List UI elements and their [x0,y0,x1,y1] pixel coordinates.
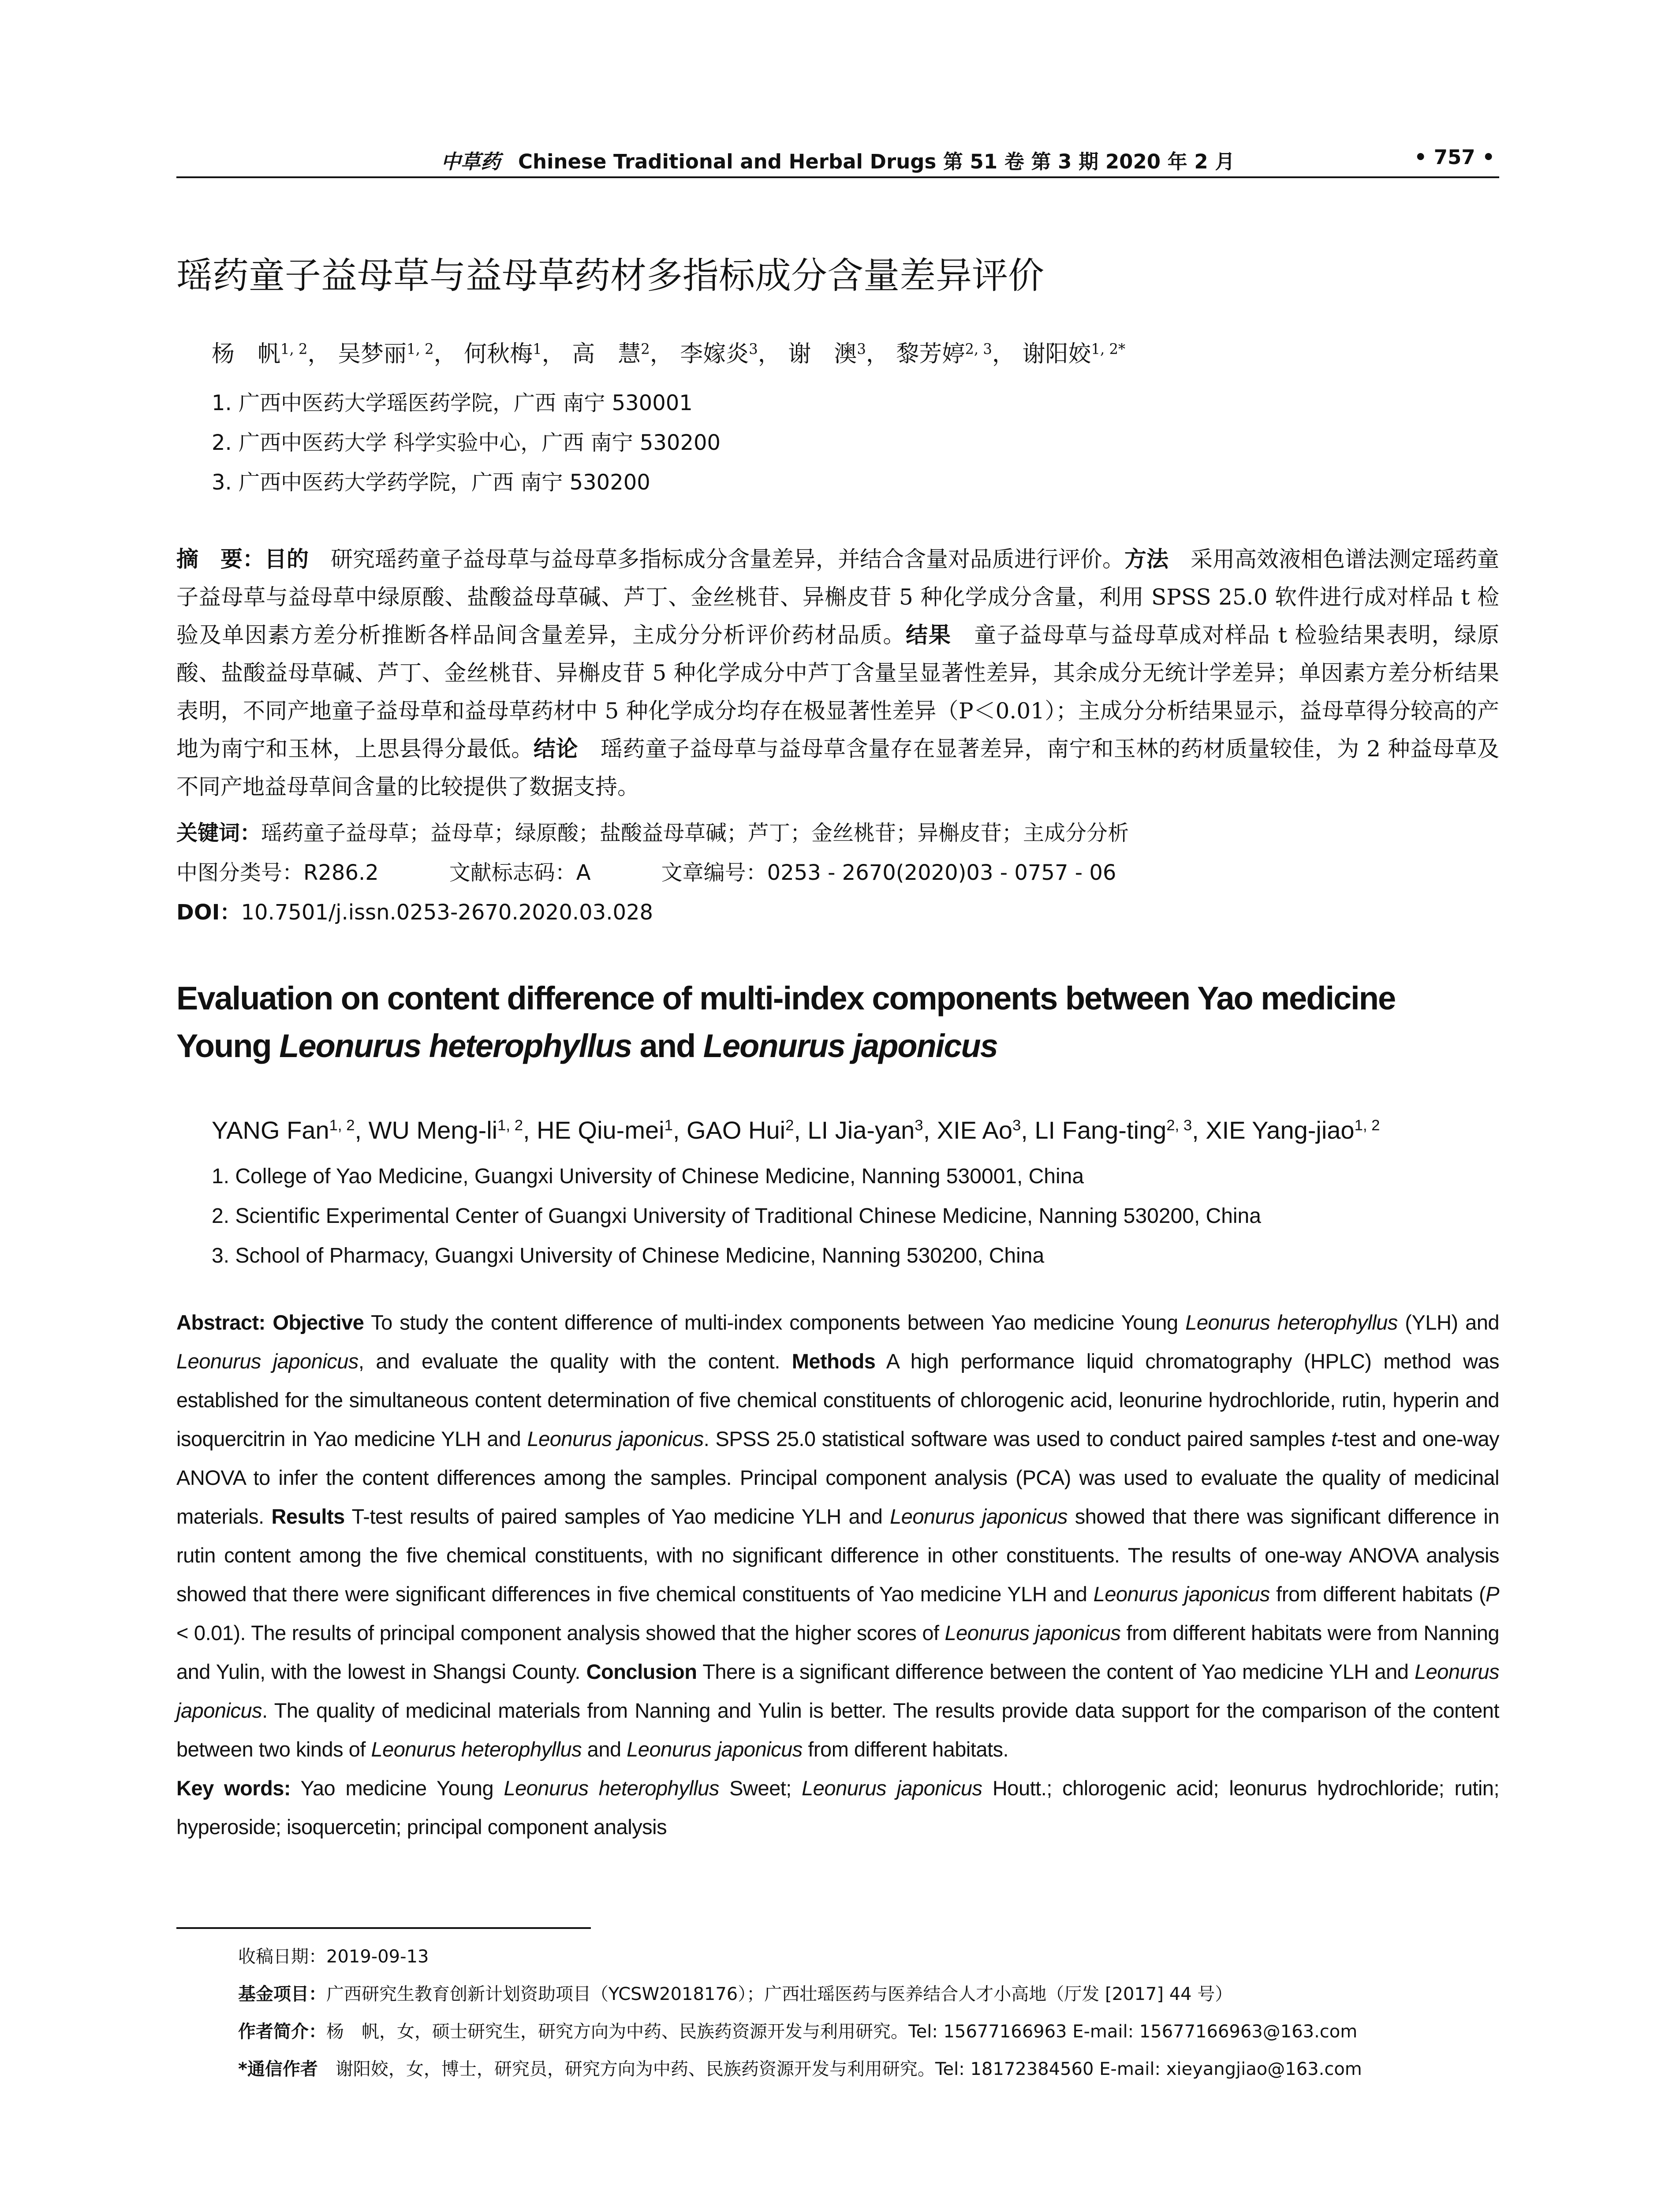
en-title-line-2 [176,1022,1508,1070]
footnote-received [238,1943,429,1968]
en-author-sup: 1, 2 [497,1117,523,1134]
en-methods-label: Methods [791,1349,876,1373]
doi-label: DOI： [176,900,241,925]
doc-code-label: 文献标志码： [449,860,576,885]
cn-abstract-label: 摘 要： [176,546,265,572]
en-title-text: and [631,1028,703,1064]
cn-author-sup: 3 [749,340,758,358]
species-name: Leonurus japonicus [527,1427,704,1450]
en-methods-text: -test and one-way ANOVA to infer the content differences among the samples. Principal component analysis (PCA) was used to evaluate the quality of medicinal materials. [176,1427,1500,1528]
en-methods-text: A high performance liquid chromatography (HPLC) method was established for the simultaneous content determination of five chemical constituents of chlorogenic acid, leonurine hydrochloride, rutin, hyperin and isoquercitrin in Yao medicine YLH and [176,1349,1500,1450]
en-results-text: from different habitats were from Nanning and Yulin, with the lowest in Shangsi County. [176,1621,1499,1683]
cn-author-sup: 2 [641,340,650,358]
article-no-value: 0253 - 2670(2020)03 - 0757 - 06 [767,860,1116,885]
cn-methods-label: 方法 [1124,546,1169,572]
cn-conclusion-text: 瑶药童子益母草与益母草含量存在显著差异，南宁和玉林的药材质量较佳，为 2 种益母草及不同产地益母草间含量的比较提供了数据支持。 [176,736,1499,800]
en-keywords-text: Yao medicine Young [291,1776,504,1800]
footnote-fund [238,1980,1232,2005]
species-name: Leonurus japonicus [176,1349,358,1373]
en-title-text: Young [176,1028,280,1064]
en-conclusion-label: Conclusion [586,1660,697,1683]
journal-name-cn: 中草药 [441,150,501,173]
cn-author: 杨 帆 [212,341,281,367]
footnote-label: *通信作者 [238,2059,318,2079]
en-objective-text: , and evaluate the quality with the content. [358,1349,792,1373]
cn-author: 何秋梅 [464,341,533,367]
en-keywords-text: Houtt.; chlorogenic acid; leonurus hydrochloride; rutin; hyperoside; isoquercetin; principal component analysis [176,1776,1500,1839]
species-name: Leonurus japonicus [945,1621,1121,1644]
en-objective-text: To study the content difference of multi-index components between Yao medicine Young [364,1311,1186,1334]
page-number: • 757 • [1414,146,1495,169]
cn-affiliation-1: 1. 广西中医药大学瑶医药学院，广西 南宁 530001 [212,391,693,415]
cn-conclusion-label: 结论 [533,736,579,762]
header-rule [176,176,1499,178]
cn-author: 谢阳姣 [1022,341,1091,367]
footnote-label: 作者简介： [238,2022,326,2042]
en-author: YANG Fan [212,1116,329,1144]
en-author: XIE Ao [937,1116,1012,1144]
en-author: LI Fang-ting [1034,1116,1167,1144]
cn-objective-text: 研究瑶药童子益母草与益母草多指标成分含量差异，并结合含量对品质进行评价。 [309,546,1124,572]
footnote-rule [176,1927,591,1929]
en-affiliation-1: 1. College of Yao Medicine, Guangxi University of Chinese Medicine, Nanning 530001, China [212,1165,1084,1188]
en-abstract [176,1303,1499,1846]
footnote-label: 基金项目： [238,1984,326,2004]
en-affiliation-2: 2. Scientific Experimental Center of Guangxi University of Traditional Chinese Medicine, Nanning 530200, China [212,1204,1261,1228]
en-results-text: from different habitats ( [1269,1582,1486,1606]
en-objective-label: Objective [273,1311,364,1334]
cn-author-sup: 2, 3 [965,340,992,358]
cn-affiliation-3: 3. 广西中医药大学药学院，广西 南宁 530200 [212,470,650,495]
cn-author: 高 慧 [572,341,641,367]
en-keywords [176,1769,1499,1846]
italic-term: P [1486,1582,1499,1606]
footnote-author [238,2018,1357,2043]
footnote-text: 2019-09-13 [326,1947,429,1967]
footnote-label: 收稿日期： [238,1947,326,1967]
en-author-sup: 1, 2 [1354,1117,1380,1134]
en-conclusion-text: . The quality of medicinal materials from Nanning and Yulin is better. The results provide data support for the comparison of the content between two kinds of [176,1699,1499,1761]
en-title [176,975,1508,1070]
footnote-text: 广西研究生教育创新计划资助项目（YCSW2018176）；广西壮瑶医药与医养结合人才小高地（厅发 [2017] 44 号） [326,1984,1233,2004]
en-keywords-text: Sweet; [719,1776,802,1800]
en-results-text: < 0.01). The results of principal component analysis showed that the higher scores of [176,1621,945,1644]
en-author-sup: 3 [915,1117,923,1134]
cn-author-list: 杨 帆$^{1, 2}$， 吴梦丽$^{1, 2}$， 何秋梅$^1$， 高 慧$^2$， 李嫁炎$^3$， 谢 澳$^3$， 黎芳婷$^{2, 3}$， 谢阳姣$^{1, 2*}$ [212,340,1126,367]
cn-author: 吴梦丽 [338,341,407,367]
cn-author-sup: 3 [857,340,866,358]
en-author: GAO Hui [687,1116,786,1144]
en-conclusion-text: and [582,1738,627,1761]
cn-results-label: 结果 [906,622,952,648]
species-name: Leonurus japonicus [627,1738,803,1761]
en-affiliation-3: 3. School of Pharmacy, Guangxi University of Chinese Medicine, Nanning 530200, China [212,1244,1045,1267]
en-author: WU Meng-li [368,1116,498,1144]
footnote-text: 杨 帆，女，硕士研究生，研究方向为中药、民族药资源开发与利用研究。Tel: 15677166963 E-mail: 15677166963@163.com [326,2022,1358,2042]
en-title-species-1: Leonurus heterophyllus [279,1028,632,1064]
cn-methods-text: 采用高效液相色谱法测定瑶药童子益母草与益母草中绿原酸、盐酸益母草碱、芦丁、金丝桃苷、异槲皮苷 5 种化学成分含量，利用 SPSS 25.0 软件进行成对样品 t 检验及单因素方差分析推断各样品间含量差异，主成分分析评价药材品质。 [176,546,1499,648]
clc-label: 中图分类号： [176,860,304,885]
en-author: HE Qiu-mei [537,1116,665,1144]
footnote-corresponding [238,2055,1362,2080]
en-results-text: T-test results of paired samples of Yao medicine YLH and [344,1505,890,1528]
cn-keywords [176,816,1129,846]
species-name: Leonurus japonicus [890,1505,1068,1528]
cn-author-sup: 1 [533,340,542,358]
en-author-sup: 1, 2 [329,1117,355,1134]
cn-keywords-label: 关键词： [176,821,261,845]
cn-objective-label: 目的 [265,546,309,572]
cn-affiliation-2: 2. 广西中医药大学 科学实验中心，广西 南宁 530200 [212,430,721,455]
species-name: Leonurus japonicus [802,1776,982,1800]
cn-author-sup: 1, 2 [407,340,434,358]
italic-term: t [1331,1427,1337,1450]
en-abstract-label: Abstract: [176,1311,265,1334]
cn-author: 李嫁炎 [680,341,749,367]
species-name: Leonurus japonicus [176,1660,1499,1722]
article-no-label: 文章编号： [661,860,767,885]
species-name: Leonurus heterophyllus [1185,1311,1398,1334]
en-methods-text: . SPSS 25.0 statistical software was used to conduct paired samples [703,1427,1332,1450]
cn-author: 谢 澳 [788,341,857,367]
cn-classification [176,856,1116,886]
en-author-sup: 2 [785,1117,794,1134]
species-name: Leonurus heterophyllus [371,1738,582,1761]
running-header [176,146,1499,176]
cn-author: 黎芳婷 [896,341,965,367]
en-results-text: showed that there was significant difference in rutin content among the five chemical constituents, with no significant difference in other constituents. The results of one-way ANOVA analysis showed that there were significant differences in five chemical constituents of Yao medicine YLH and [176,1505,1500,1606]
cn-results-text: 童子益母草与益母草成对样品 t 检验结果表明，绿原酸、盐酸益母草碱、芦丁、金丝桃苷、异槲皮苷 5 种化学成分中芦丁含量呈显著性差异，其余成分无统计学差异；单因素方差分析结果表明，不同产地童子益母草和益母草药材中 5 种化学成分均存在极显著性差异（P＜0.01）；主成分分析结果显示，益母草得分较高的产地为南宁和玉林，上思县得分最低。 [176,622,1500,762]
species-name: Leonurus heterophyllus [504,1776,719,1800]
cn-title: 瑶药童子益母草与益母草药材多指标成分含量差异评价 [176,255,1045,297]
cn-keywords-text: 瑶药童子益母草；益母草；绿原酸；盐酸益母草碱；芦丁；金丝桃苷；异槲皮苷；主成分分析 [261,821,1129,845]
journal-name [441,146,1235,174]
en-author: LI Jia-yan [807,1116,915,1144]
cn-author-sup: 1, 2 [280,340,308,358]
en-conclusion-text: There is a significant difference between the content of Yao medicine YLH and [697,1660,1415,1683]
en-author: XIE Yang-jiao [1206,1116,1355,1144]
journal-name-en: Chinese Traditional and Herbal Drugs 第 51 卷 第 3 期 2020 年 2 月 [518,150,1235,173]
en-author-sup: 3 [1012,1117,1021,1134]
en-title-line-1: Evaluation on content difference of multi-index components between Yao medicine [176,980,1396,1017]
en-conclusion-text: from different habitats. [802,1738,1009,1761]
en-author-list: YANG Fan$^{1, 2}$, WU Meng-li$^{1, 2}$, HE Qiu-mei$^1$, GAO Hui$^2$, LI Jia-yan$^3$, XIE Ao$^3$, LI Fang-ting$^{2, 3}$, XIE Yang-jiao$^{1, 2}$ [212,1116,1380,1144]
en-keywords-label: Key words: [176,1776,291,1800]
en-objective-text: (YLH) and [1397,1311,1499,1334]
doi-line [176,895,653,926]
footnote-text: 谢阳姣，女，博士，研究员，研究方向为中药、民族药资源开发与利用研究。Tel: 18172384560 E-mail: xieyangjiao@163.com [317,2059,1362,2079]
en-results-label: Results [271,1505,345,1528]
en-author-sup: 1 [664,1117,673,1134]
en-author-sup: 2, 3 [1166,1117,1192,1134]
clc-value: R286.2 [303,860,379,885]
doc-code-value: A [576,860,591,885]
species-name: Leonurus japonicus [1093,1582,1270,1606]
cn-author-sup: 1, 2* [1091,340,1126,358]
cn-abstract [176,540,1499,806]
en-title-species-2: Leonurus japonicus [703,1028,997,1064]
doi-value: 10.7501/j.issn.0253-2670.2020.03.028 [241,900,653,925]
